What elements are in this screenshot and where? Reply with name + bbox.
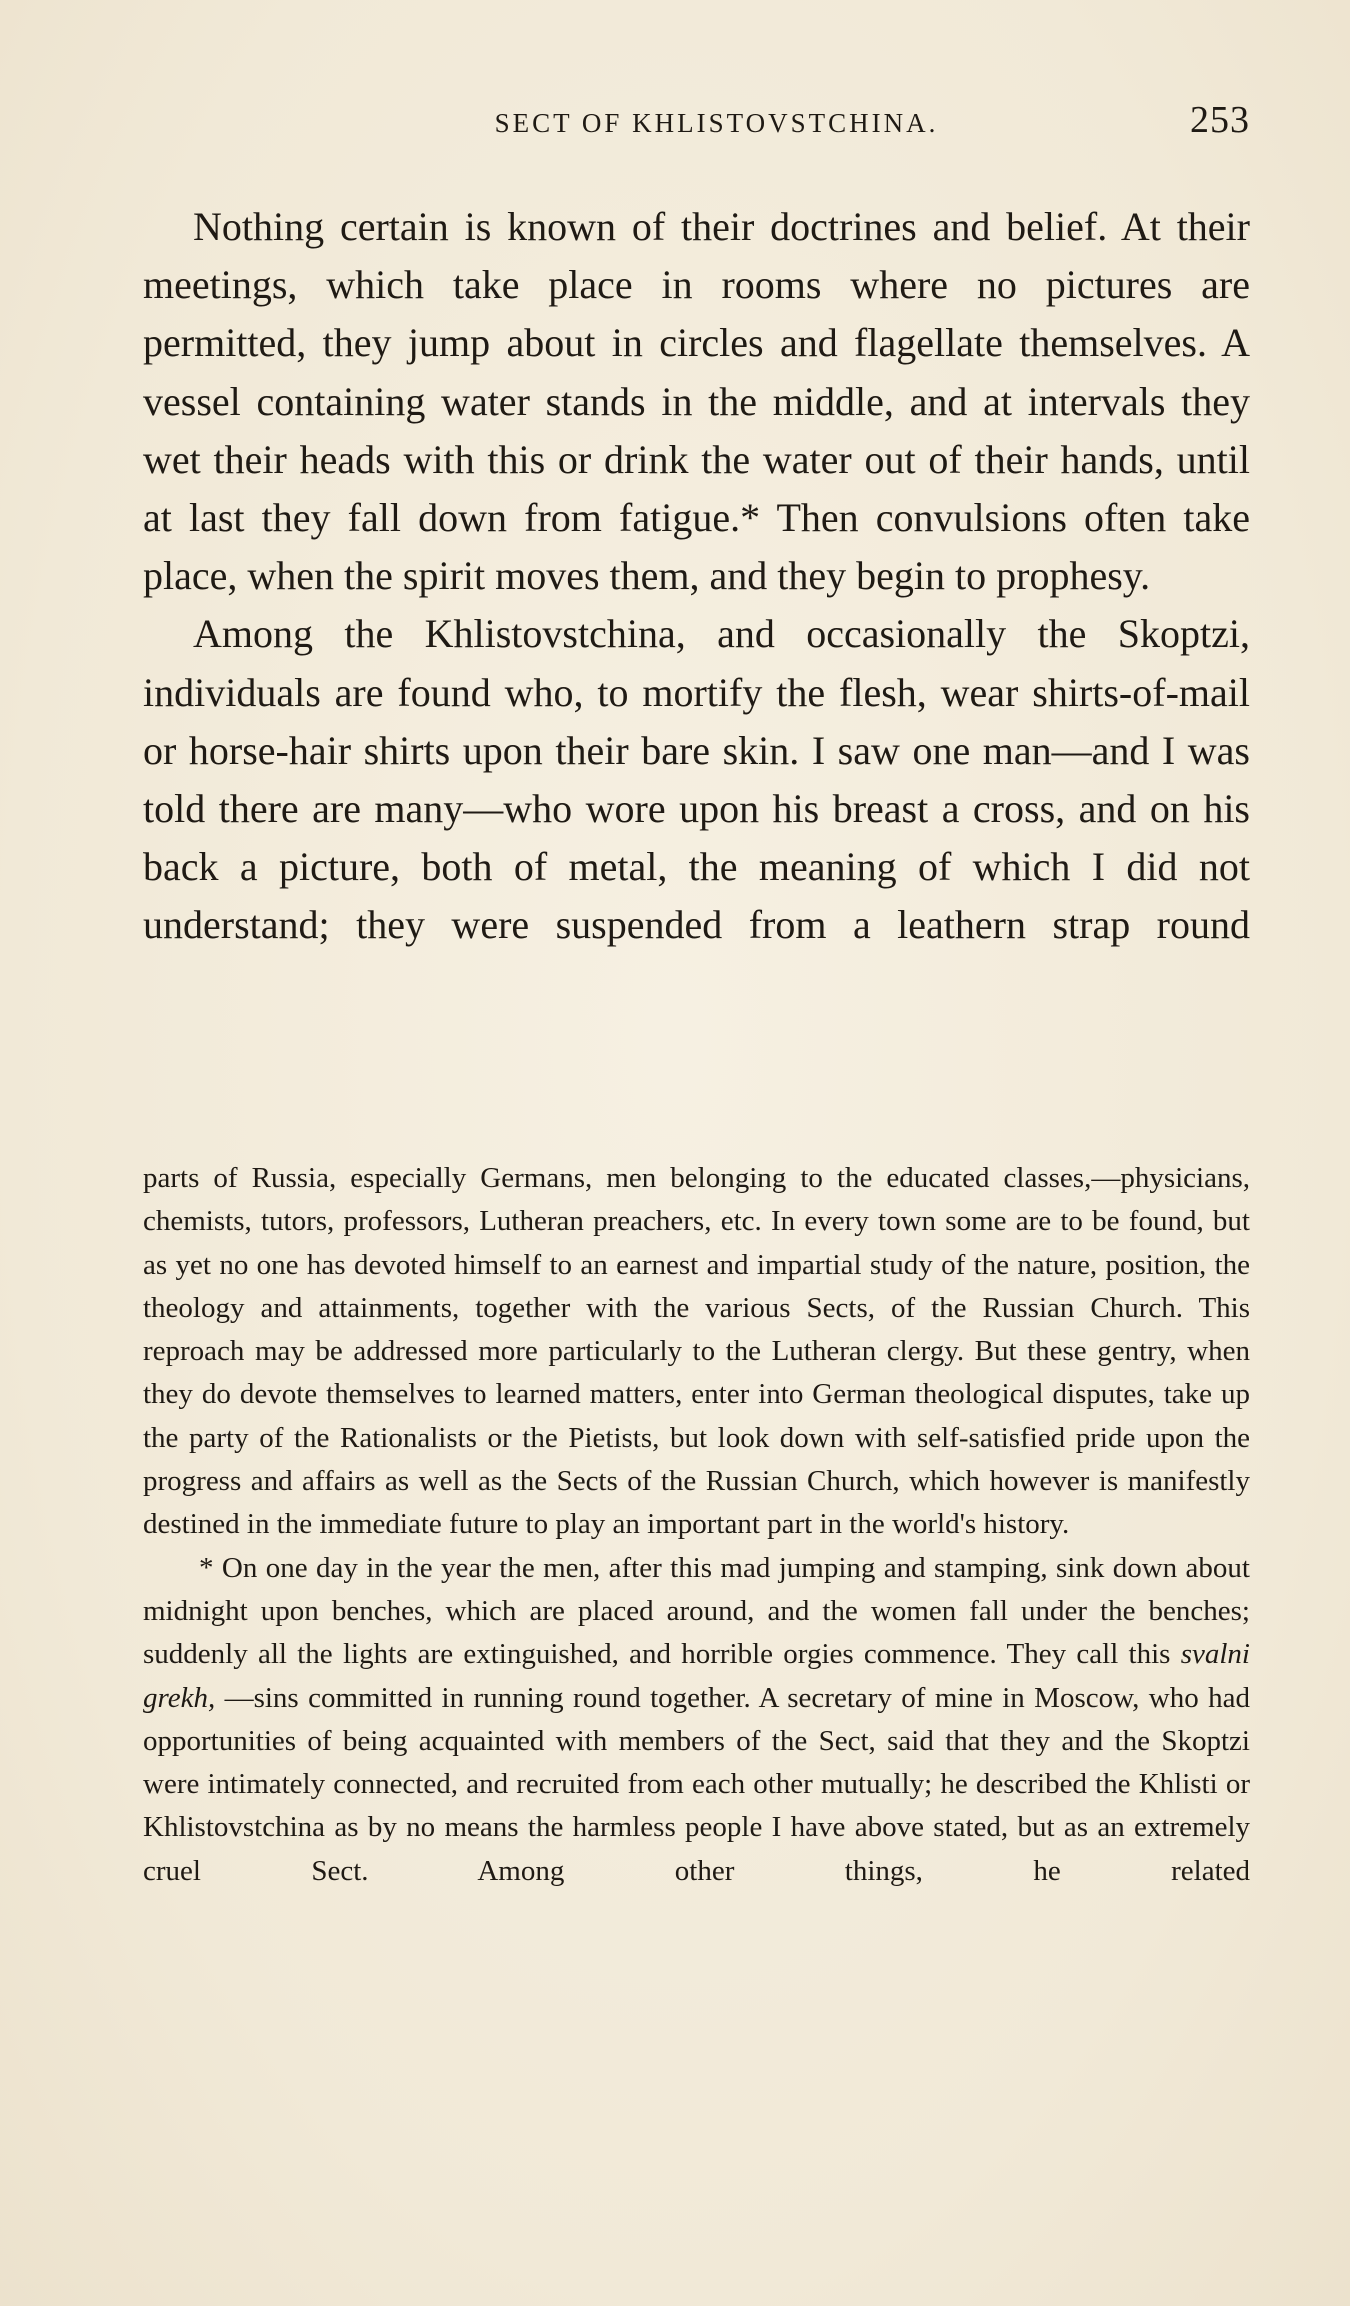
running-title: SECT OF KHLISTOVSTCHINA.	[494, 108, 939, 138]
page-number: 253	[1190, 99, 1250, 141]
paragraph: Nothing certain is known of their doctrines and belief. At their meetings, which take place in rooms where no pictures are permitted, they jump about in circles and flagellate themselves. A vessel containing water stands in the middle, and at intervals they wet their heads with this or drink the water out of their hands, until at last they fall down from fatigue.* Then convulsions often take place, when the spirit moves them, and they begin to prophesy.	[143, 204, 1250, 599]
footnote-continuation: parts of Russia, especially Germans, men belonging to the educated classes,—physicians, chemists, tutors, professors, Lutheran preachers, etc. In every town some are to be found, but as yet no one has devoted himself to an earnest and impartial study of the nature, position, the theology and attainments, together with the various Sects, of the Russian Church. This reproach may be addressed more particularly to the Lutheran clergy. But these gentry, when they do devote themselves to learned matters, enter into German theological disputes, take up the party of the Rationalists or the Pietists, but look down with self-satisfied pride upon the progress and affairs as well as the Sects of the Russian Church, which however is manifestly destined in the immediate future to play an important part in the world's history.	[143, 1162, 1250, 1541]
footnote-text: —sins committed in running round together. A secretary of mine in Moscow, who had opportunities of being acquainted with members of the Sect, said that they and the Skoptzi were intimately connected, and recruited from each other mutually; he described the Khlisti or Khlistovstchina as by no means the harmless people I have above stated, but as an extremely cruel Sect. Among other things, he related	[143, 1681, 1250, 1887]
footnotes	[143, 1157, 1250, 1893]
footnote-text: * On one day in the year the men, after this mad jumping and stamping, sink down about midnight upon benches, which are placed around, and the women fall under the benches; suddenly all the lights are extinguished, and horrible orgies commence. They call this	[143, 1551, 1250, 1671]
footnote-italic-term: svalni grekh,	[143, 1638, 1250, 1714]
main-text	[143, 198, 1250, 955]
paragraph: Among the Khlistovstchina, and occasionally the Skoptzi, individuals are found who, to mortify the flesh, wear shirts-of-mail or horse-hair shirts upon their bare skin. I saw one man—and I was told there are many—who wore upon his breast a cross, and on his back a picture, both of metal, the meaning of which I did not understand; they were suspended from a leathern strap round	[143, 611, 1250, 948]
footnote	[143, 1547, 1250, 1893]
running-head	[143, 98, 1250, 148]
